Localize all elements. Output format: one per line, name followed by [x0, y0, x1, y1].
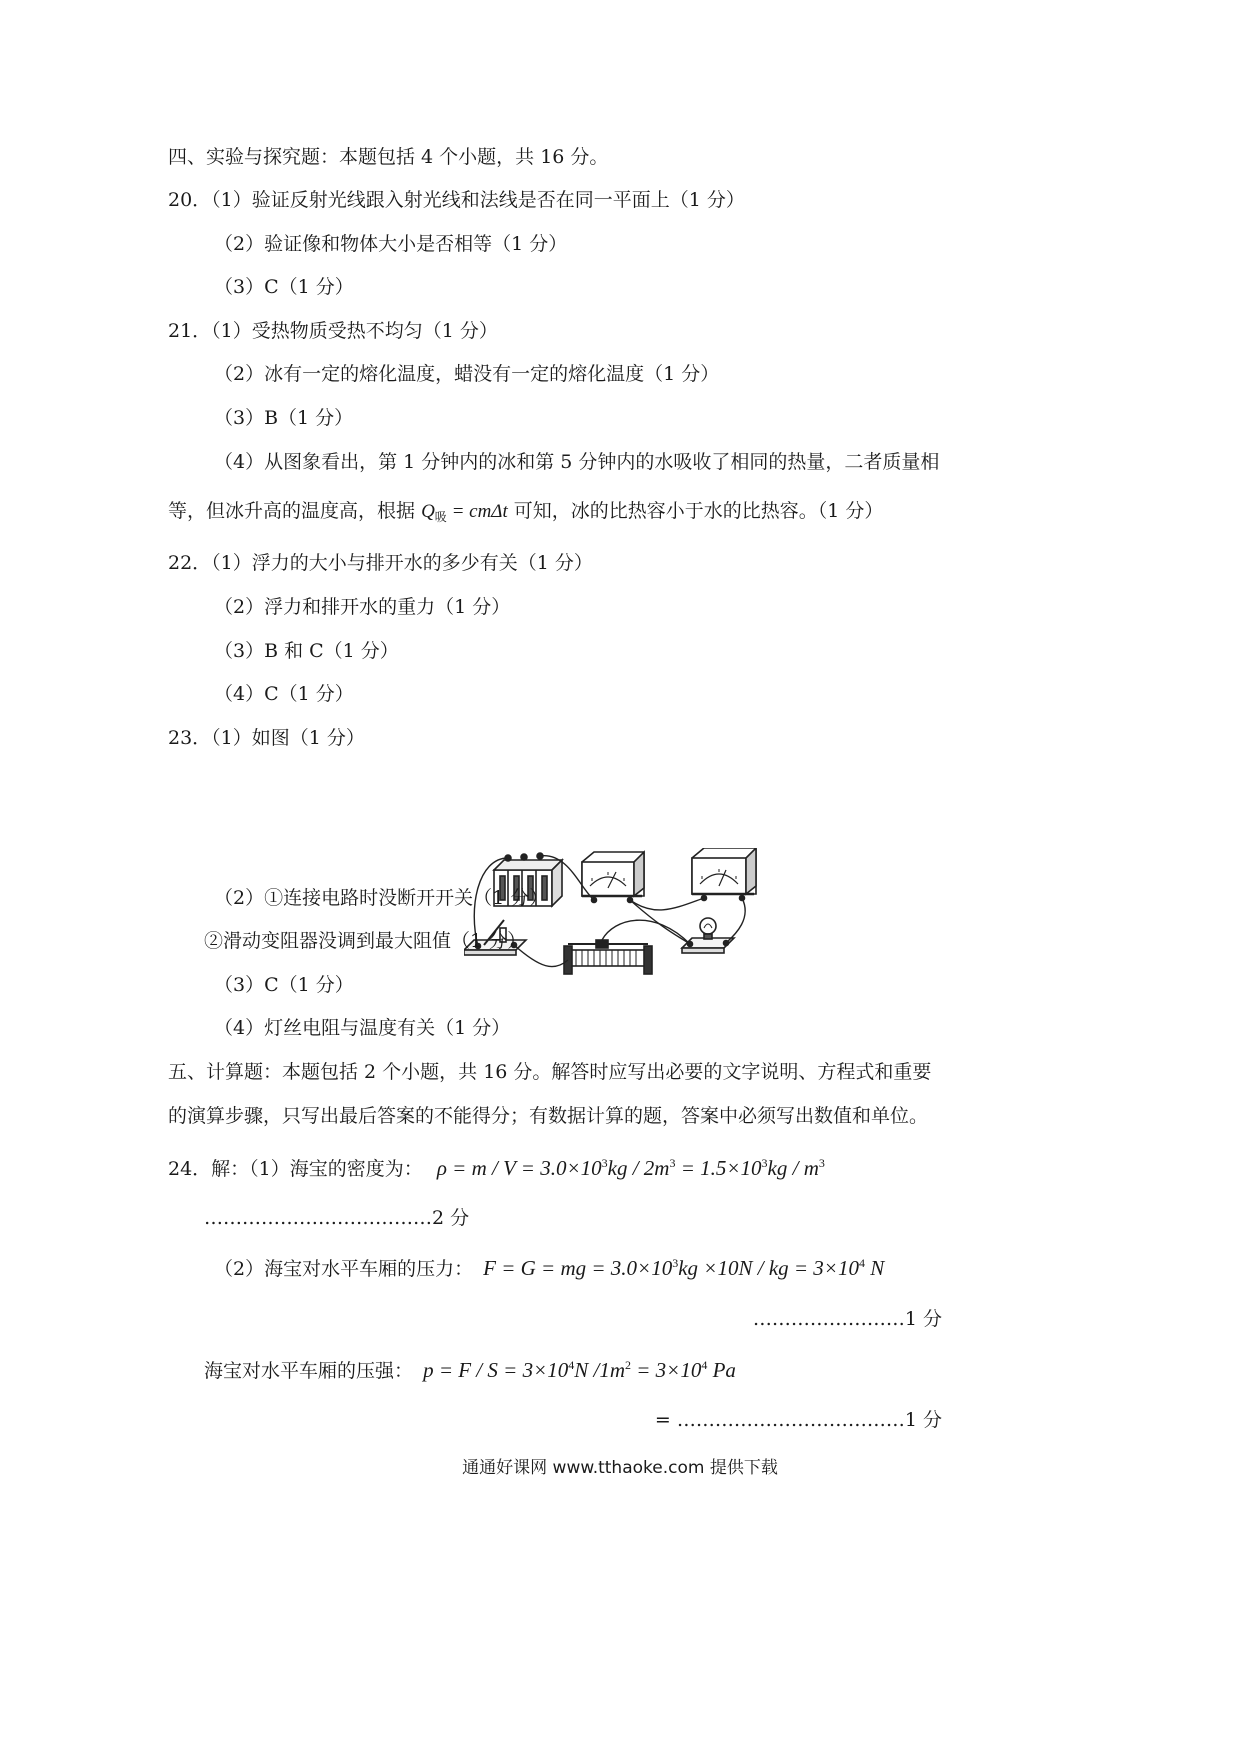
q21-cont-pre: 等，但冰升高的温度高，根据 — [168, 500, 416, 522]
q24-score-2: ……………………1 分 — [752, 1308, 942, 1330]
q24-part-2 — [214, 1254, 884, 1283]
q23-item-1: 23．（1）如图（1 分） — [168, 727, 365, 749]
q21-item-2: （2）冰有一定的熔化温度，蜡没有一定的熔化温度（1 分） — [214, 363, 720, 385]
q21-item-4-continued — [168, 497, 883, 526]
q21-item-4: （4）从图象看出，第 1 分钟内的冰和第 5 分钟内的水吸收了相同的热量，二者质量相 — [214, 451, 940, 473]
q20-item-1: 20．（1）验证反射光线跟入射光线和法线是否在同一平面上（1 分） — [168, 189, 745, 211]
q23-item-2b: ②滑动变阻器没调到最大阻值（1 分） — [204, 930, 527, 952]
ammeter-icon — [582, 852, 644, 903]
q21-heat-formula — [421, 501, 508, 522]
q21-cont-post: 可知，冰的比热容小于水的比热容。（1 分） — [513, 500, 884, 522]
q24-part2-label: （2）海宝对水平车厢的压力： — [214, 1258, 474, 1280]
section-4-heading: 四、实验与探究题：本题包括 4 个小题，共 16 分。 — [168, 146, 609, 168]
q21-q-subscript: 吸 — [434, 510, 447, 524]
q20-item-3: （3）C（1 分） — [214, 276, 354, 298]
density-formula: $\rho = m / V = 3.0\times 10^3kg / 2m^3 = 1.5\times 10^3kg / m^3$ — [436, 1156, 825, 1180]
q24-score-1: ………………………………2 分 — [204, 1207, 470, 1229]
pressure-formula: $p = F / S = 3\times 10^4N$ $/1m^2 = 3\times 10^4$ Pa — [423, 1358, 736, 1382]
q21-q-symbol: Q — [421, 501, 435, 522]
q23-item-4: （4）灯丝电阻与温度有关（1 分） — [214, 1017, 511, 1039]
bulb-icon — [682, 918, 734, 953]
q23-item-3: （3）C（1 分） — [214, 974, 354, 996]
circuit-diagram — [464, 848, 784, 978]
q23-item-2: （2）①连接电路时没断开开关（1 分） — [214, 887, 549, 909]
voltmeter-icon — [692, 848, 756, 901]
q22-item-2: （2）浮力和排开水的重力（1 分） — [214, 596, 511, 618]
footer-credit: 通通好课网 www.tthaoke.com 提供下载 — [462, 1458, 778, 1478]
section-5-line-2: 的演算步骤，只写出最后答案的不能得分；有数据计算的题，答案中必须写出数值和单位。 — [168, 1105, 929, 1127]
q22-item-1: 22．（1）浮力的大小与排开水的多少有关（1 分） — [168, 552, 593, 574]
section-5-line-1: 五、计算题：本题包括 2 个小题，共 16 分。解答时应写出必要的文字说明、方程式和重要 — [168, 1061, 932, 1083]
q22-item-4: （4）C（1 分） — [214, 683, 354, 705]
q21-item-1: 21．（1）受热物质受热不均匀（1 分） — [168, 320, 498, 342]
q21-formula-rest: = cmΔt — [451, 501, 508, 522]
force-formula: F = G = mg = $3.0\times 10^3kg \times 10N$ / kg = $3\times 10^4$ N — [483, 1256, 885, 1280]
q24-score-3: = ………………………………1 分 — [654, 1409, 942, 1431]
q21-item-3: （3）B（1 分） — [214, 407, 354, 429]
q24-part-3 — [204, 1356, 736, 1385]
rheostat-icon — [564, 940, 652, 974]
q24-label: 24．解：（1）海宝的密度为： — [168, 1158, 423, 1180]
q22-item-3: （3）B 和 C（1 分） — [214, 640, 399, 662]
q24-part-1 — [168, 1154, 825, 1183]
q24-part3-label: 海宝对水平车厢的压强： — [204, 1360, 414, 1382]
q20-item-2: （2）验证像和物体大小是否相等（1 分） — [214, 233, 568, 255]
